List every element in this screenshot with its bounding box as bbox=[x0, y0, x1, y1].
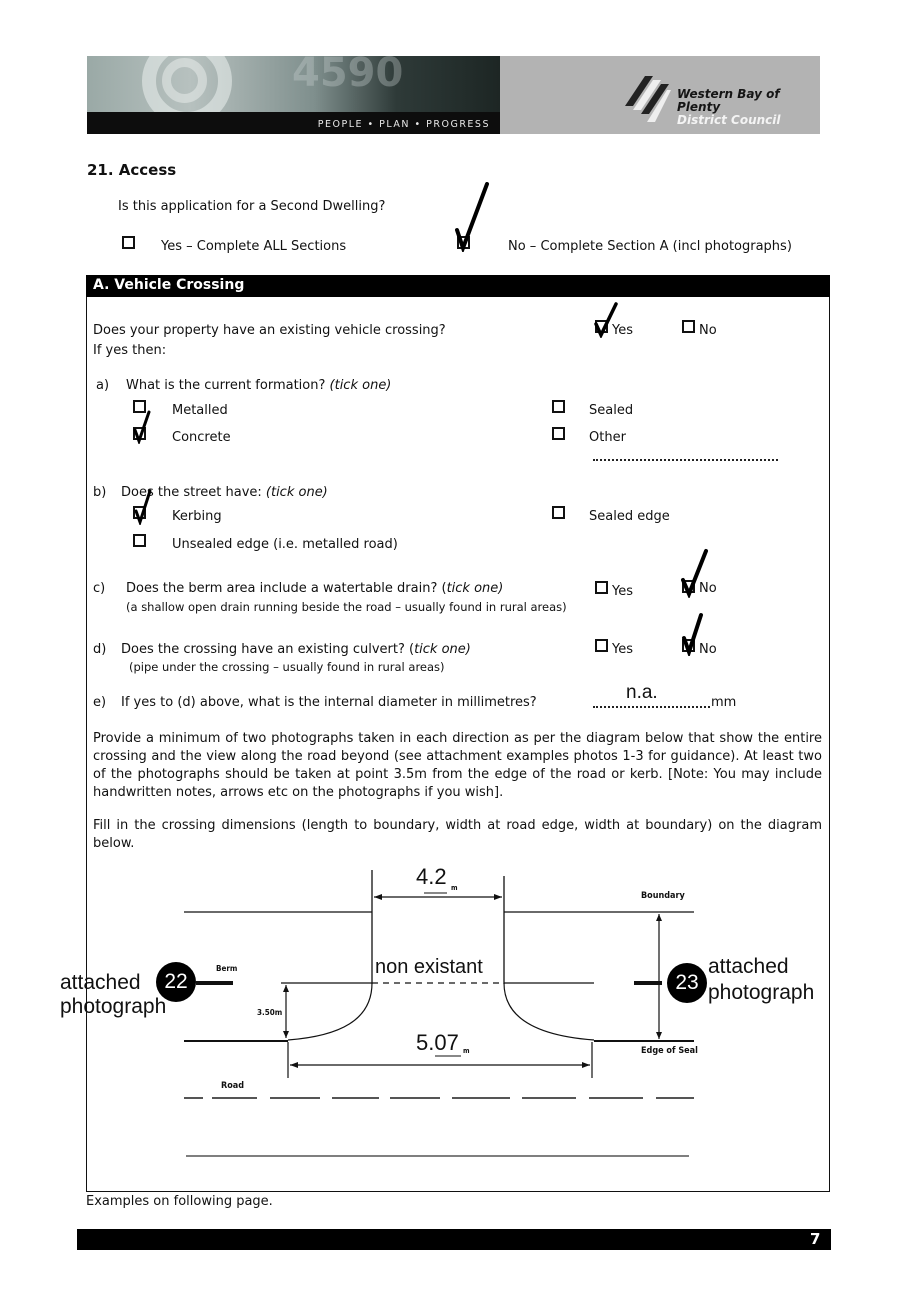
banner-number: 4590 bbox=[292, 56, 404, 96]
existing-crossing-question: Does your property have an existing vehicle crossing? bbox=[93, 323, 446, 338]
edge-of-seal-label: Edge of Seal bbox=[641, 1046, 698, 1056]
question-a-text: What is the current formation? (tick one) bbox=[126, 378, 392, 393]
width-at-road-edge-unit: m bbox=[463, 1047, 470, 1055]
sealed-edge-label: Sealed edge bbox=[589, 509, 670, 524]
examples-note: Examples on following page. bbox=[86, 1194, 273, 1209]
length-to-boundary-label: 3.50m bbox=[257, 1008, 283, 1017]
question-b-marker: b) bbox=[93, 485, 107, 500]
question-d-note: (pipe under the crossing – usually found in rural areas) bbox=[129, 660, 445, 674]
kerbing-label: Kerbing bbox=[172, 509, 222, 524]
diameter-unit: mm bbox=[711, 695, 737, 710]
question-d-marker: d) bbox=[93, 642, 107, 657]
width-at-road-edge-value: 5.07 bbox=[416, 1030, 459, 1055]
width-at-boundary-value: 4.2 bbox=[416, 864, 447, 889]
council-name: Western Bay of Plenty District Council bbox=[677, 87, 781, 127]
page-number: 7 bbox=[810, 1230, 821, 1248]
other-label: Other bbox=[589, 430, 626, 445]
question-b-text: Does the street have: (tick one) bbox=[121, 485, 328, 500]
photo-marker-22: 22 bbox=[156, 962, 196, 1002]
question-c-text: Does the berm area include a watertable drain? (tick one) bbox=[126, 581, 504, 596]
photo-right-annotation: attached photograph bbox=[708, 955, 815, 1004]
watertable-no-label: No bbox=[699, 581, 717, 596]
question-d-text: Does the crossing have an existing culvert? (tick one) bbox=[121, 642, 471, 657]
berm-label: Berm bbox=[216, 964, 238, 973]
photo-marker-23: 23 bbox=[667, 963, 707, 1003]
if-yes-text: If yes then: bbox=[93, 343, 167, 358]
road-label: Road bbox=[221, 1081, 245, 1091]
dimension-instructions: Fill in the crossing dimensions (length to boundary, width at road edge, width at boundary) on the diagram below. bbox=[93, 818, 822, 851]
sealed-label: Sealed bbox=[589, 403, 634, 418]
concrete-label: Concrete bbox=[172, 430, 231, 445]
width-at-boundary-unit: m bbox=[451, 884, 458, 892]
photo-left-annotation: attached photograph bbox=[60, 971, 167, 1018]
section-a-title: A. Vehicle Crossing bbox=[93, 277, 245, 293]
non-existant-annotation: non existant bbox=[375, 956, 483, 978]
boundary-label: Boundary bbox=[641, 891, 685, 901]
existing-crossing-yes-label: Yes bbox=[612, 323, 633, 338]
diameter-value: n.a. bbox=[626, 682, 658, 703]
question-a-marker: a) bbox=[96, 378, 110, 393]
banner-tagline: PEOPLE • PLAN • PROGRESS bbox=[317, 119, 490, 130]
existing-crossing-no-label: No bbox=[699, 323, 717, 338]
watertable-yes-label: Yes bbox=[612, 584, 633, 599]
unsealed-edge-label: Unsealed edge (i.e. metalled road) bbox=[172, 537, 398, 552]
question-c-note: (a shallow open drain running beside the road – usually found in rural areas) bbox=[126, 600, 567, 614]
photograph-instructions: Provide a minimum of two photographs taken in each direction as per the diagram below that show the entire crossing and the view along the road beyond (see attachment examples photos 1-3 for guidance). At least two of the photographs should be taken at point 3.5m from the edge of the road or kerb. [Note: You may include handwritten notes, arrows etc on the photographs if you wish]. bbox=[93, 731, 822, 800]
second-dwelling-question: Is this application for a Second Dwelling? bbox=[118, 199, 386, 214]
culvert-yes-label: Yes bbox=[612, 642, 633, 657]
culvert-no-label: No bbox=[699, 642, 717, 657]
question-e-marker: e) bbox=[93, 695, 107, 710]
question-c-marker: c) bbox=[93, 581, 106, 596]
second-dwelling-yes-label: Yes – Complete ALL Sections bbox=[161, 239, 347, 254]
question-e-text: If yes to (d) above, what is the internal diameter in millimetres? bbox=[121, 695, 537, 710]
metalled-label: Metalled bbox=[172, 403, 228, 418]
footer-bar bbox=[77, 1229, 831, 1250]
second-dwelling-no-label: No – Complete Section A (incl photographs) bbox=[508, 239, 792, 254]
section-title-access: 21. Access bbox=[87, 161, 177, 179]
